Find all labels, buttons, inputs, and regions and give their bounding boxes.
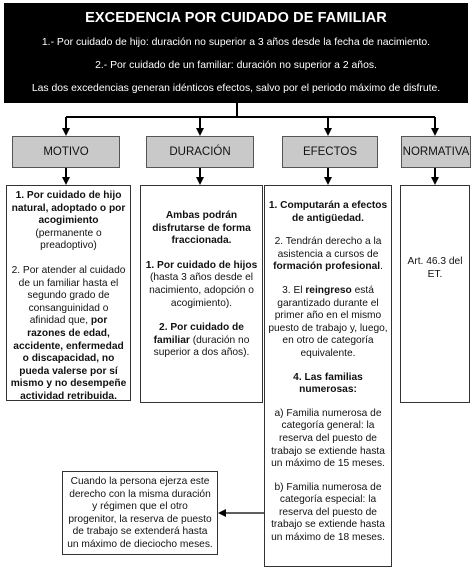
duracion-p1-bold: 1. Por cuidado de hijos <box>145 259 258 271</box>
normativa-body <box>400 185 470 403</box>
efectos-body <box>264 185 392 567</box>
efectos-p2-end: . <box>380 261 383 273</box>
efectos-p1-bold: 1. Computarán a efectos de antigüedad. <box>268 200 388 224</box>
normativa-text: Art. 46.3 del ET. <box>407 256 463 280</box>
header-motivo: MOTIVO <box>12 136 120 168</box>
duracion-paragraph-2 <box>145 322 258 360</box>
duracion-p2-bold: 2. Por cuidado de familiar <box>153 322 244 346</box>
efectos-paragraph-5: a) Familia numerosa de categoría general: la reserva del puesto de trabajo se extiende hasta un máximo de 15 meses. <box>271 407 385 470</box>
motivo-p2-regular: 2. Por atender al cuidado de un familiar hasta el segundo grado de consanguinidad o afinidad que, <box>11 264 126 327</box>
motivo-p2-bold: por razones de edad, accidente, enfermedad o discapacidad, no pueda valerse por sí mismo y no desempeñe actividad retribuida. <box>10 315 127 402</box>
title-line-2: 2.- Por cuidado de un familiar: duración no superior a 2 años. <box>95 60 377 71</box>
efectos-paragraph-6: b) Familia numerosa de categoría especial: la reserva del puesto de trabajo se extiende hasta un máximo de 18 meses. <box>271 481 385 544</box>
title-box <box>4 3 468 103</box>
duracion-intro <box>145 210 258 248</box>
duracion-p1-regular: (hasta 3 años desde el nacimiento, adopción o acogimiento). <box>149 272 254 309</box>
motivo-paragraph-1 <box>10 190 127 253</box>
header-duracion: DURACIÓN <box>146 136 254 168</box>
efectos-paragraph-4 <box>268 372 388 397</box>
header-normativa: NORMATIVA <box>401 136 471 168</box>
efectos-p2-regular: 2. Tendrán derecho a la asistencia a cursos de <box>274 236 382 260</box>
motivo-p1-regular: (permanente o preadoptivo) <box>35 227 102 252</box>
duracion-p2-regular: (duración no superior a dos años). <box>153 334 250 359</box>
efectos-p3-bold: reingreso <box>305 284 352 296</box>
motivo-body <box>6 185 131 401</box>
title-line-3: Las dos excedencias generan idénticos efectos, salvo por el periodo máximo de disfrute. <box>31 83 441 94</box>
efectos-p3-regular: 3. El <box>282 284 306 296</box>
efectos-p2-bold: formación profesional <box>273 261 381 273</box>
efectos-paragraph-3 <box>268 285 388 361</box>
duracion-paragraph-1 <box>145 260 258 310</box>
efectos-paragraph-1 <box>268 200 388 225</box>
header-efectos: EFECTOS <box>282 136 378 168</box>
title-line-1: 1.- Por cuidado de hijo: duración no superior a 3 años desde la fecha de nacimiento. <box>41 37 431 48</box>
note-text: Cuando la persona ejerza este derecho con la misma duración y régimen que el otro progenitor, la reserva de puesto de trabajo se extenderá hasta un máximo de dieciocho meses. <box>67 476 213 550</box>
motivo-p1-bold: 1. Por cuidado de hijo natural, adoptado o por acogimiento <box>11 190 126 227</box>
duracion-intro-bold: Ambas podrán disfrutarse de forma fraccionada. <box>152 210 251 247</box>
efectos-p3-end: está garantizado durante el primer año en el mismo puesto de trabajo y, luego, en otro de categoría equivalente. <box>268 284 388 359</box>
efectos-paragraph-2 <box>268 236 388 274</box>
duracion-body <box>140 185 263 403</box>
efectos-p4-bold: 4. Las familias numerosas: <box>293 371 363 396</box>
motivo-paragraph-2 <box>10 265 127 404</box>
note-box <box>62 471 218 555</box>
diagram-title: EXCEDENCIA POR CUIDADO DE FAMILIAR <box>85 10 387 26</box>
